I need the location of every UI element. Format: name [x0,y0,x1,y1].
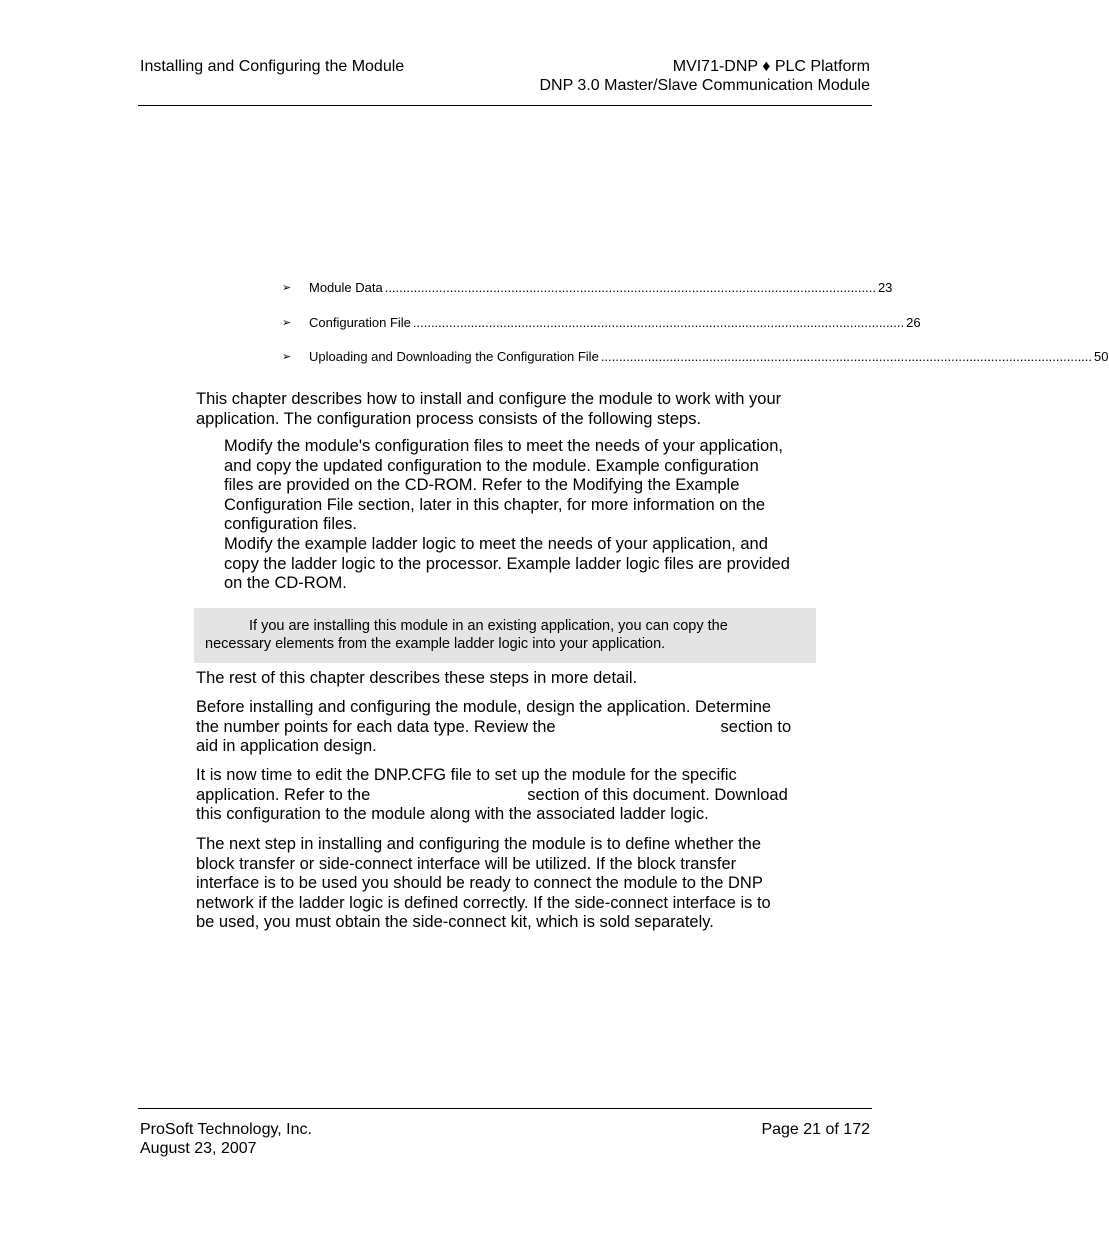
text-line: configuration files. [224,515,357,534]
design-paragraph [196,698,836,757]
tip-note-text [205,617,805,653]
text-line: files are provided on the CD-ROM. Refer to the Modifying the Example [224,476,740,495]
text-line: network if the ladder logic is defined correctly. If the side-connect interface is to [196,893,771,912]
step-item [224,437,834,535]
toc-leader-dots: ........................................................................................................................................ [384,280,876,295]
toc-leader-dots: ........................................................................................................................................ [600,349,1093,364]
next-step-paragraph [196,835,836,933]
edit-paragraph [196,766,836,825]
header-product-subtitle: DNP 3.0 Master/Slave Communication Module [539,77,870,94]
text-line: It is now time to edit the DNP.CFG file to set up the module for the specific [196,766,737,784]
text-line: necessary elements from the example ladder logic into your application. [205,636,666,652]
text-line: Modify the example ladder logic to meet the needs of your application, and [224,534,768,553]
toc-item-page: 50 [1094,349,1109,364]
rest-paragraph: The rest of this chapter describes these steps in more detail. [196,669,638,687]
text-line: This chapter describes how to install and configure the module to work with your [196,390,782,408]
footer-page-number: Page 21 of 172 [761,1121,870,1138]
footer-date: August 23, 2007 [140,1140,257,1157]
toc-item[interactable] [282,349,1109,365]
steps-list [224,437,834,594]
text-line: on the CD-ROM. [224,574,347,593]
text-line: and copy the updated configuration to the module. Example configuration [224,456,759,475]
arrow-bullet-icon: ➢ [282,317,292,329]
text-line: block transfer or side-connect interface will be utilized. If the block transfer [196,854,737,873]
text-line: be used, you must obtain the side-connect kit, which is sold separately. [196,913,714,932]
arrow-bullet-icon: ➢ [282,351,292,363]
header-rule [138,105,872,106]
text-line: Modify the module's configuration files to meet the needs of your application, [224,437,783,455]
toc-item-label: Module Data [309,280,383,295]
text-line: copy the ladder logic to the processor. Example ladder logic files are provided [224,554,790,573]
header-chapter-title: Installing and Configuring the Module [140,58,405,75]
toc-item-label: Configuration File [309,315,411,330]
toc-item[interactable] [282,280,893,296]
header-product-title: MVI71-DNP ♦ PLC Platform [672,58,870,75]
text-line: application. Refer to the section of this document. Download [196,785,788,804]
text-line: this configuration to the module along with the associated ladder logic. [196,805,709,824]
text-line: application. The configuration process consists of the following steps. [196,409,702,428]
tip-note-box [194,608,816,663]
footer-company: ProSoft Technology, Inc. [140,1121,312,1138]
toc-item-label: Uploading and Downloading the Configuration File [309,349,599,364]
text-line: Before installing and configuring the module, design the application. Determine [196,698,772,716]
text-line: The next step in installing and configuring the module is to define whether the [196,835,762,853]
toc-item-page: 23 [877,280,893,295]
text-line: If you are installing this module in an existing application, you can copy the [249,618,728,634]
toc-item[interactable] [282,315,921,331]
arrow-bullet-icon: ➢ [282,282,292,294]
step-item [224,535,834,594]
text-line: Configuration File section, later in this chapter, for more information on the [224,495,766,514]
text-line: aid in application design. [196,737,377,756]
footer-rule [138,1108,872,1109]
text-line: interface is to be used you should be ready to connect the module to the DNP [196,874,763,893]
toc-leader-dots: ........................................................................................................................................ [412,315,905,330]
text-line: the number points for each data type. Review the section to [196,717,792,736]
intro-paragraph [196,390,836,429]
toc-item-page: 26 [906,315,921,330]
